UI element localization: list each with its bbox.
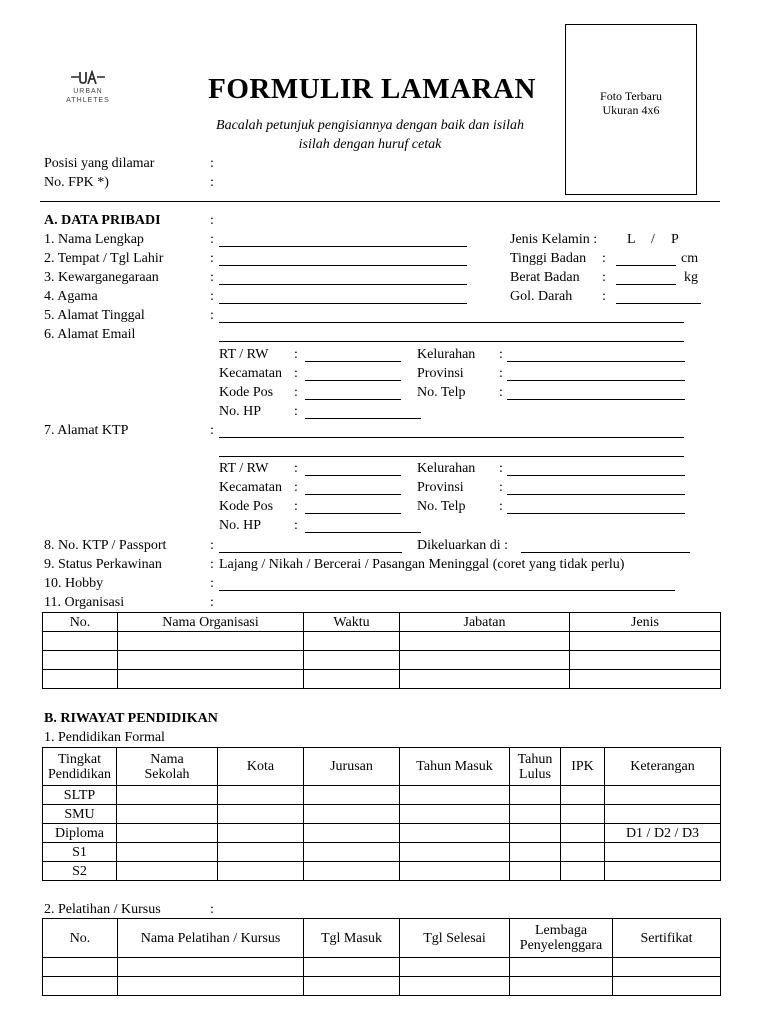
provinsi-label: Provinsi xyxy=(417,366,464,381)
ktp-no-telp-field[interactable] xyxy=(507,513,685,514)
no-hp-field[interactable] xyxy=(305,418,421,419)
table-cell[interactable] xyxy=(605,862,721,881)
ktp-rt-rw-field[interactable] xyxy=(305,475,401,476)
rt-rw-label: RT / RW xyxy=(219,461,269,476)
alamat-ktp-field[interactable] xyxy=(219,437,684,438)
table-cell[interactable] xyxy=(43,651,118,670)
table-row xyxy=(43,958,721,977)
gender-p-option[interactable]: P xyxy=(671,232,679,247)
table-cell[interactable] xyxy=(510,977,613,996)
table-cell[interactable] xyxy=(510,805,561,824)
agama-label: 4. Agama xyxy=(44,289,98,304)
table-cell[interactable] xyxy=(118,670,304,689)
kewarganegaraan-field[interactable] xyxy=(219,284,467,285)
edu_table-header: Jurusan xyxy=(304,748,400,786)
no-hp-label: No. HP xyxy=(219,518,262,533)
table-cell[interactable] xyxy=(218,824,304,843)
colon: : xyxy=(210,175,214,190)
table-cell[interactable] xyxy=(561,824,605,843)
colon: : xyxy=(294,480,298,495)
table-cell[interactable] xyxy=(43,958,118,977)
table-cell[interactable] xyxy=(218,786,304,805)
pendidikan-formal-label: 1. Pendidikan Formal xyxy=(44,730,165,745)
hobby-field[interactable] xyxy=(219,590,675,591)
kecamatan-label: Kecamatan xyxy=(219,480,282,495)
table-cell[interactable] xyxy=(561,786,605,805)
table-cell[interactable] xyxy=(118,632,304,651)
table-cell[interactable] xyxy=(613,977,721,996)
table-cell[interactable] xyxy=(117,805,218,824)
photo-label: Foto Terbaru Ukuran 4x6 xyxy=(600,89,662,117)
tinggi-unit: cm xyxy=(681,251,699,266)
ktp-kelurahan-field[interactable] xyxy=(507,475,685,476)
colon: : xyxy=(602,270,606,285)
alamat-ktp-label: 7. Alamat KTP xyxy=(44,423,129,438)
hobby-label: 10. Hobby xyxy=(44,576,104,591)
table-cell[interactable] xyxy=(510,824,561,843)
section-a-title: A. DATA PRIBADI xyxy=(44,213,161,228)
edu_table-header: Kota xyxy=(218,748,304,786)
photo-box[interactable] xyxy=(565,24,697,195)
course_table-header: Lembaga Penyelenggara xyxy=(510,919,613,958)
berat-unit: kg xyxy=(684,270,698,285)
colon: : xyxy=(210,557,214,572)
kode-pos-label: Kode Pos xyxy=(219,499,274,514)
table-cell[interactable] xyxy=(400,862,510,881)
edu_table-header: Nama Sekolah xyxy=(117,748,218,786)
alamat-email-label: 6. Alamat Email xyxy=(44,327,136,342)
course_table-header: Tgl Masuk xyxy=(304,919,400,958)
header-divider xyxy=(40,201,720,202)
table-cell[interactable] xyxy=(117,824,218,843)
colon: : xyxy=(294,518,298,533)
table-cell[interactable] xyxy=(400,977,510,996)
colon: : xyxy=(210,232,214,247)
table-cell[interactable] xyxy=(304,824,400,843)
brand-logo xyxy=(52,70,124,105)
table-cell[interactable] xyxy=(400,670,570,689)
brand-name: URBAN ATHLETES xyxy=(66,88,110,104)
gol-darah-field[interactable] xyxy=(616,303,701,304)
table-cell[interactable] xyxy=(118,977,304,996)
course_table-header: Sertifikat xyxy=(613,919,721,958)
table-cell[interactable] xyxy=(605,786,721,805)
no-ktp-label: 8. No. KTP / Passport xyxy=(44,538,167,553)
edu_table-header: Tahun Masuk xyxy=(400,748,510,786)
colon: : xyxy=(499,366,503,381)
table-cell[interactable] xyxy=(218,843,304,862)
status-label: 9. Status Perkawinan xyxy=(44,557,162,572)
table-cell[interactable] xyxy=(117,843,218,862)
organisasi-table xyxy=(42,612,721,689)
table-cell[interactable] xyxy=(304,632,400,651)
table-cell[interactable] xyxy=(561,805,605,824)
colon: : xyxy=(499,347,503,362)
kelurahan-field[interactable] xyxy=(507,361,685,362)
colon: : xyxy=(294,385,298,400)
table-cell: S2 xyxy=(43,862,117,881)
table-cell[interactable] xyxy=(605,843,721,862)
table-cell[interactable] xyxy=(304,843,400,862)
table-cell[interactable] xyxy=(304,862,400,881)
kode-pos-field[interactable] xyxy=(305,399,401,400)
kelurahan-label: Kelurahan xyxy=(417,461,476,476)
edu_table-header: Tingkat Pendidikan xyxy=(43,748,117,786)
table-cell[interactable] xyxy=(117,862,218,881)
no-ktp-field[interactable] xyxy=(219,552,402,553)
table-cell[interactable] xyxy=(613,958,721,977)
berat-label: Berat Badan xyxy=(510,270,580,285)
table-cell[interactable] xyxy=(304,651,400,670)
table-row xyxy=(43,805,721,824)
org_table-header: Jenis xyxy=(570,613,721,632)
kecamatan-label: Kecamatan xyxy=(219,366,282,381)
ttl-field[interactable] xyxy=(219,265,467,266)
course_table-header: Nama Pelatihan / Kursus xyxy=(118,919,304,958)
colon: : xyxy=(210,251,214,266)
table-cell[interactable] xyxy=(400,805,510,824)
table-row xyxy=(43,862,721,881)
form-instructions: Bacalah petunjuk pengisiannya dengan baik dan isilah isilah dengan huruf cetak xyxy=(216,118,524,152)
kewarganegaraan-label: 3. Kewarganegaraan xyxy=(44,270,159,285)
colon: : xyxy=(210,538,214,553)
table-row xyxy=(43,824,721,843)
table-cell[interactable] xyxy=(400,843,510,862)
colon: : xyxy=(294,347,298,362)
table-cell[interactable] xyxy=(43,977,118,996)
table-cell[interactable] xyxy=(118,651,304,670)
org_table-header: Waktu xyxy=(304,613,400,632)
gender-l-option[interactable]: L xyxy=(627,232,636,247)
table-cell[interactable] xyxy=(400,786,510,805)
no-telp-field[interactable] xyxy=(507,399,685,400)
rt-rw-label: RT / RW xyxy=(219,347,269,362)
gol-darah-label: Gol. Darah xyxy=(510,289,573,304)
colon: : xyxy=(602,289,606,304)
table-cell[interactable] xyxy=(400,632,570,651)
tinggi-field[interactable] xyxy=(616,265,676,266)
table-row xyxy=(43,843,721,862)
table-cell[interactable] xyxy=(570,632,721,651)
table-cell[interactable] xyxy=(400,824,510,843)
kecamatan-field[interactable] xyxy=(305,380,401,381)
no-hp-label: No. HP xyxy=(219,404,262,419)
table-cell[interactable] xyxy=(570,670,721,689)
dikeluarkan-label: Dikeluarkan di : xyxy=(417,538,508,553)
gender-separator: / xyxy=(651,232,655,247)
colon: : xyxy=(294,461,298,476)
nama-label: 1. Nama Lengkap xyxy=(44,232,144,247)
kelurahan-label: Kelurahan xyxy=(417,347,476,362)
rt-rw-field[interactable] xyxy=(305,361,401,362)
table-cell[interactable] xyxy=(570,651,721,670)
provinsi-label: Provinsi xyxy=(417,480,464,495)
table-cell: D1 / D2 / D3 xyxy=(605,824,721,843)
org_table-header: Nama Organisasi xyxy=(118,613,304,632)
ttl-label: 2. Tempat / Tgl Lahir xyxy=(44,251,164,266)
agama-field[interactable] xyxy=(219,303,467,304)
status-options[interactable]: Lajang / Nikah / Bercerai / Pasangan Meninggal (coret yang tidak perlu) xyxy=(219,557,625,572)
table-row xyxy=(43,786,721,805)
berat-field[interactable] xyxy=(616,284,676,285)
fpk-label: No. FPK *) xyxy=(44,175,109,190)
alamat-tinggal-label: 5. Alamat Tinggal xyxy=(44,308,145,323)
nama-field[interactable] xyxy=(219,246,467,247)
table-row xyxy=(43,977,721,996)
table-cell[interactable] xyxy=(218,862,304,881)
colon: : xyxy=(499,461,503,476)
table-cell[interactable] xyxy=(304,786,400,805)
alamat-email-field[interactable] xyxy=(219,341,684,342)
colon: : xyxy=(602,251,606,266)
no-telp-label: No. Telp xyxy=(417,499,466,514)
ktp-provinsi-field[interactable] xyxy=(507,494,685,495)
table-cell[interactable] xyxy=(400,958,510,977)
table-cell[interactable] xyxy=(43,632,118,651)
course_table-header: Tgl Selesai xyxy=(400,919,510,958)
table-cell: SLTP xyxy=(43,786,117,805)
colon: : xyxy=(210,213,214,228)
section-b-title: B. RIWAYAT PENDIDIKAN xyxy=(44,711,218,726)
table-cell: S1 xyxy=(43,843,117,862)
table-cell[interactable] xyxy=(304,670,400,689)
org_table-header: Jabatan xyxy=(400,613,570,632)
alamat-tinggal-field[interactable] xyxy=(219,322,684,323)
table-cell[interactable] xyxy=(510,862,561,881)
ktp-kecamatan-field[interactable] xyxy=(305,494,401,495)
colon: : xyxy=(294,404,298,419)
colon: : xyxy=(294,499,298,514)
pelatihan-table xyxy=(42,918,721,996)
table-cell[interactable] xyxy=(304,977,400,996)
org_table-header: No. xyxy=(43,613,118,632)
colon: : xyxy=(210,308,214,323)
jenis-kelamin-label: Jenis Kelamin : xyxy=(510,232,598,247)
table-row xyxy=(43,632,721,651)
table-cell[interactable] xyxy=(304,805,400,824)
colon: : xyxy=(499,385,503,400)
position-label: Posisi yang dilamar xyxy=(44,156,155,171)
edu_table-header: Keterangan xyxy=(605,748,721,786)
edu_table-header: Tahun Lulus xyxy=(510,748,561,786)
ktp-no-hp-field[interactable] xyxy=(305,532,421,533)
organisasi-label: 11. Organisasi xyxy=(44,595,125,610)
provinsi-field[interactable] xyxy=(507,380,685,381)
pelatihan-label: 2. Pelatihan / Kursus xyxy=(44,902,161,917)
table-cell[interactable] xyxy=(304,958,400,977)
table-cell[interactable] xyxy=(561,843,605,862)
no-telp-label: No. Telp xyxy=(417,385,466,400)
table-cell[interactable] xyxy=(510,843,561,862)
course_table-header: No. xyxy=(43,919,118,958)
kode-pos-label: Kode Pos xyxy=(219,385,274,400)
colon: : xyxy=(210,595,214,610)
table-cell[interactable] xyxy=(400,651,570,670)
colon: : xyxy=(210,289,214,304)
table-cell[interactable] xyxy=(510,786,561,805)
urban-athletes-logo-icon xyxy=(71,70,105,86)
table-cell[interactable] xyxy=(118,958,304,977)
alamat-ktp-field-line2[interactable] xyxy=(219,456,684,457)
colon: : xyxy=(210,270,214,285)
table-cell[interactable] xyxy=(117,786,218,805)
table-cell[interactable] xyxy=(43,670,118,689)
table-cell[interactable] xyxy=(218,805,304,824)
form-title: FORMULIR LAMARAN xyxy=(208,73,536,105)
colon: : xyxy=(210,576,214,591)
colon: : xyxy=(499,499,503,514)
pendidikan-table xyxy=(42,747,721,881)
table-cell[interactable] xyxy=(561,862,605,881)
colon: : xyxy=(210,902,214,917)
table-cell[interactable] xyxy=(605,805,721,824)
table-row xyxy=(43,651,721,670)
table-cell[interactable] xyxy=(510,958,613,977)
colon: : xyxy=(294,366,298,381)
colon: : xyxy=(210,156,214,171)
tinggi-label: Tinggi Badan xyxy=(510,251,587,266)
table-row xyxy=(43,670,721,689)
edu_table-header: IPK xyxy=(561,748,605,786)
dikeluarkan-field[interactable] xyxy=(521,552,690,553)
colon: : xyxy=(499,480,503,495)
colon: : xyxy=(210,423,214,438)
table-cell: Diploma xyxy=(43,824,117,843)
ktp-kode-pos-field[interactable] xyxy=(305,513,401,514)
table-cell: SMU xyxy=(43,805,117,824)
